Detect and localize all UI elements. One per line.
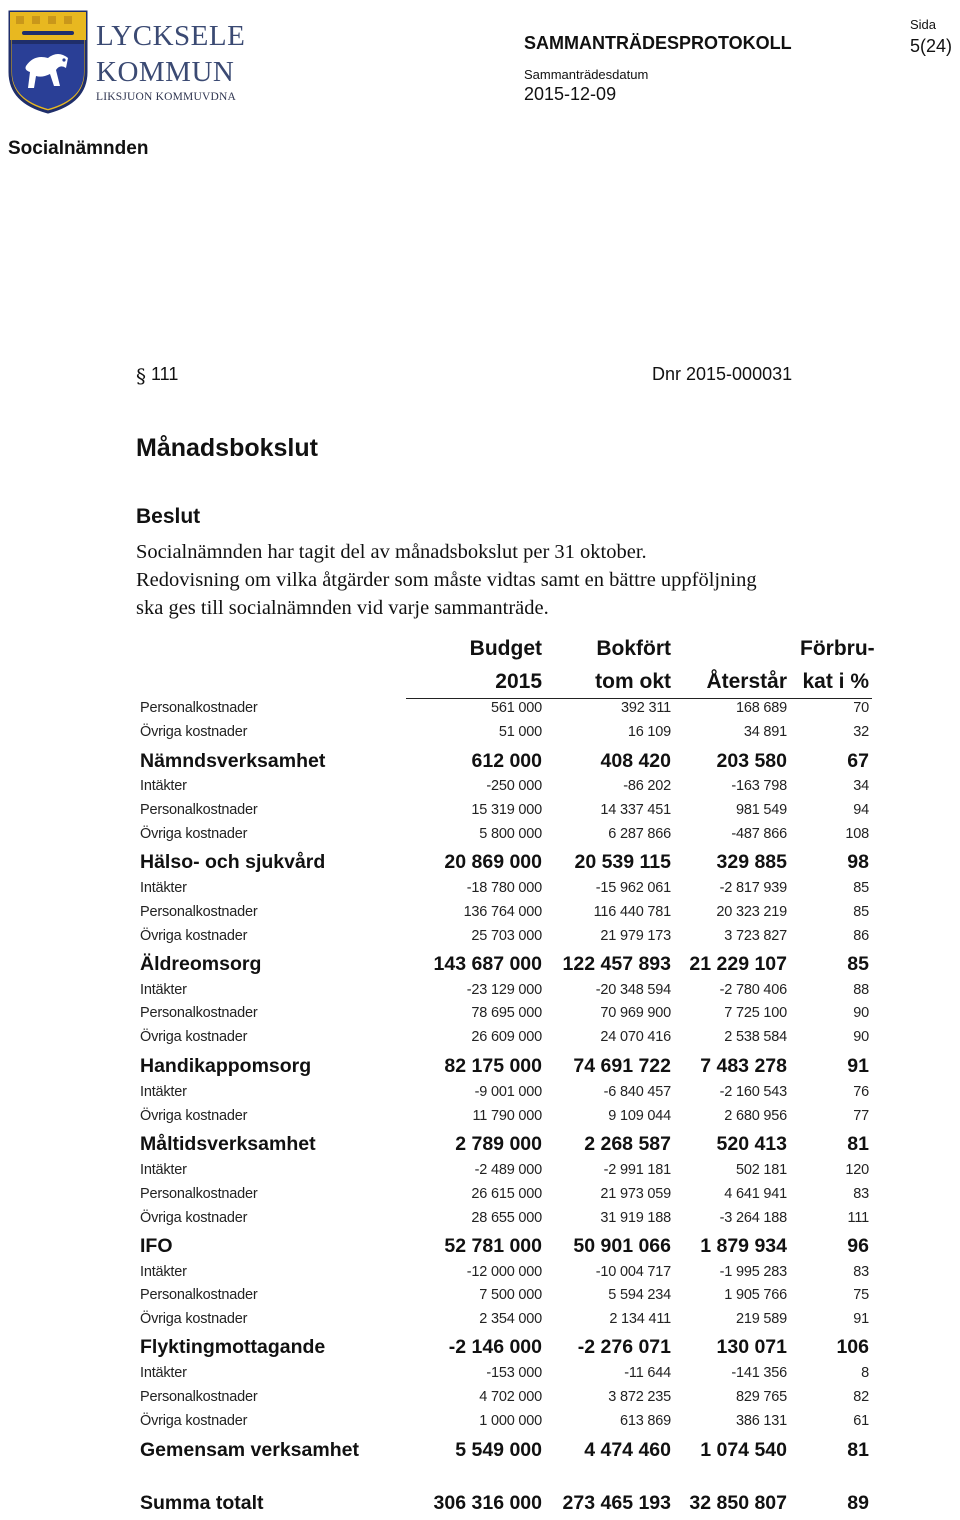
cell-bokfort: 273 465 193 xyxy=(562,1492,671,1514)
cell-budget: 20 869 000 xyxy=(444,851,542,873)
row-label: Personalkostnader xyxy=(140,1005,258,1021)
row-label: IFO xyxy=(140,1235,173,1257)
cell-budget: -23 129 000 xyxy=(466,982,542,998)
cell-budget: 15 319 000 xyxy=(471,802,542,818)
cell-budget: 143 687 000 xyxy=(433,953,542,975)
cell-percent: 75 xyxy=(853,1287,869,1303)
cell-percent: 88 xyxy=(853,982,869,998)
cell-percent: 77 xyxy=(853,1108,869,1124)
cell-aterstar: 1 074 540 xyxy=(700,1439,787,1461)
cell-percent: 90 xyxy=(853,1005,869,1021)
cell-bokfort: -6 840 457 xyxy=(603,1084,671,1100)
decision-line: ska ges till socialnämnden vid varje sammanträde. xyxy=(136,597,549,619)
cell-bokfort: 74 691 722 xyxy=(573,1055,671,1077)
cell-budget: 11 790 000 xyxy=(472,1108,542,1124)
cell-bokfort: 20 539 115 xyxy=(574,851,671,873)
cell-budget: -12 000 000 xyxy=(466,1264,542,1280)
cell-percent: 81 xyxy=(847,1439,869,1461)
cell-budget: 2 354 000 xyxy=(479,1311,542,1327)
page-label: Sida xyxy=(910,17,937,32)
row-label: Summa totalt xyxy=(140,1492,264,1514)
header-year: 2015 xyxy=(495,670,542,693)
cell-aterstar: 32 850 807 xyxy=(689,1492,787,1514)
page-title: Månadsbokslut xyxy=(136,434,318,462)
cell-bokfort: -2 991 181 xyxy=(603,1162,671,1178)
section-sign: § xyxy=(136,364,146,388)
cell-percent: 82 xyxy=(853,1389,869,1405)
row-label: Personalkostnader xyxy=(140,1287,258,1303)
cell-aterstar: 386 131 xyxy=(735,1413,787,1429)
decision-line: Socialnämnden har tagit del av månadsbokslut per 31 oktober. xyxy=(136,541,647,563)
cell-budget: -18 780 000 xyxy=(466,880,542,896)
logo-line-2: KOMMUN xyxy=(96,56,235,88)
header-aterstar: Återstår xyxy=(706,670,787,693)
row-label: Övriga kostnader xyxy=(140,826,248,842)
cell-aterstar: -487 866 xyxy=(731,826,787,842)
row-label: Gemensam verksamhet xyxy=(140,1439,359,1461)
row-label: Personalkostnader xyxy=(140,802,258,818)
cell-bokfort: -20 348 594 xyxy=(595,982,671,998)
row-label: Intäkter xyxy=(140,1084,187,1100)
header-budget: Budget xyxy=(469,637,542,660)
page-number: 5(24) xyxy=(910,36,953,56)
cell-percent: 81 xyxy=(847,1133,869,1155)
cell-percent: 32 xyxy=(853,724,869,740)
row-label: Flyktingmottagande xyxy=(140,1336,326,1358)
cell-percent: 90 xyxy=(853,1029,869,1045)
cell-aterstar: -163 798 xyxy=(731,778,787,794)
organization-name: Socialnämnden xyxy=(8,138,149,159)
row-label: Övriga kostnader xyxy=(140,1413,248,1429)
cell-aterstar: 1 879 934 xyxy=(700,1235,787,1257)
cell-percent: 111 xyxy=(847,1210,869,1226)
row-label: Hälso- och sjukvård xyxy=(140,851,326,873)
cell-aterstar: 829 765 xyxy=(735,1389,787,1405)
row-label: Intäkter xyxy=(140,1264,187,1280)
cell-aterstar: -1 995 283 xyxy=(719,1264,787,1280)
cell-percent: 70 xyxy=(853,700,869,716)
cell-budget: 4 702 000 xyxy=(479,1389,542,1405)
cell-percent: 96 xyxy=(847,1235,869,1257)
row-label: Personalkostnader xyxy=(140,1389,258,1405)
logo-line-3: LIKSJUON KOMMUVDNA xyxy=(96,91,237,103)
cell-bokfort: 16 109 xyxy=(627,724,671,740)
row-label: Övriga kostnader xyxy=(140,1311,248,1327)
cell-bokfort: 613 869 xyxy=(619,1413,671,1429)
cell-budget: 5 549 000 xyxy=(455,1439,542,1461)
cell-bokfort: 3 872 235 xyxy=(608,1389,671,1405)
cell-aterstar: 219 589 xyxy=(735,1311,787,1327)
cell-bokfort: -2 276 071 xyxy=(577,1336,671,1358)
header-forbrukat: Förbru- xyxy=(800,637,875,660)
cell-aterstar: -2 780 406 xyxy=(719,982,787,998)
cell-aterstar: 21 229 107 xyxy=(689,953,787,975)
row-label: Personalkostnader xyxy=(140,1186,258,1202)
cell-percent: 61 xyxy=(853,1413,869,1429)
cell-aterstar: 981 549 xyxy=(735,802,787,818)
cell-aterstar: 520 413 xyxy=(716,1133,787,1155)
row-label: Övriga kostnader xyxy=(140,1210,248,1226)
row-label: Övriga kostnader xyxy=(140,724,248,740)
cell-bokfort: 21 979 173 xyxy=(600,928,671,944)
cell-bokfort: 21 973 059 xyxy=(600,1186,671,1202)
cell-budget: 136 764 000 xyxy=(463,904,542,920)
cell-aterstar: 7 725 100 xyxy=(724,1005,787,1021)
cell-percent: 85 xyxy=(847,953,869,975)
cell-bokfort: -86 202 xyxy=(623,778,671,794)
cell-budget: 1 000 000 xyxy=(479,1413,542,1429)
cell-bokfort: 2 268 587 xyxy=(584,1133,671,1155)
cell-budget: 612 000 xyxy=(471,750,542,772)
header-percent: kat i % xyxy=(802,670,869,693)
cell-bokfort: 31 919 188 xyxy=(600,1210,671,1226)
cell-percent: 91 xyxy=(847,1055,869,1077)
cell-percent: 120 xyxy=(845,1162,869,1178)
cell-bokfort: -15 962 061 xyxy=(595,880,671,896)
row-label: Måltidsverksamhet xyxy=(140,1133,316,1155)
cell-budget: -9 001 000 xyxy=(474,1084,542,1100)
cell-aterstar: 3 723 827 xyxy=(724,928,787,944)
cell-bokfort: 6 287 866 xyxy=(608,826,671,842)
cell-percent: 94 xyxy=(853,802,869,818)
cell-bokfort: -10 004 717 xyxy=(595,1264,671,1280)
cell-aterstar: 130 071 xyxy=(716,1336,787,1358)
row-label: Personalkostnader xyxy=(140,904,258,920)
cell-budget: -250 000 xyxy=(486,778,542,794)
cell-budget: -2 489 000 xyxy=(474,1162,542,1178)
cell-aterstar: 2 538 584 xyxy=(724,1029,787,1045)
cell-budget: -2 146 000 xyxy=(448,1336,542,1358)
cell-budget: 51 000 xyxy=(498,724,542,740)
cell-aterstar: 20 323 219 xyxy=(716,904,787,920)
cell-bokfort: 4 474 460 xyxy=(584,1439,671,1461)
row-label: Personalkostnader xyxy=(140,700,258,716)
cell-bokfort: 9 109 044 xyxy=(608,1108,671,1124)
decision-heading: Beslut xyxy=(136,505,201,528)
lycksele-coat-of-arms-icon xyxy=(8,6,88,114)
cell-bokfort: 408 420 xyxy=(600,750,671,772)
cell-percent: 86 xyxy=(853,928,869,944)
decision-line: Redovisning om vilka åtgärder som måste vidtas samt en bättre uppföljning xyxy=(136,569,757,591)
cell-percent: 34 xyxy=(853,778,869,794)
cell-aterstar: 329 885 xyxy=(716,851,787,873)
cell-budget: 5 800 000 xyxy=(479,826,542,842)
cell-percent: 108 xyxy=(845,826,869,842)
row-label: Intäkter xyxy=(140,778,187,794)
meeting-date: 2015-12-09 xyxy=(524,84,617,104)
diary-number: Dnr 2015-000031 xyxy=(652,364,793,384)
cell-bokfort: 5 594 234 xyxy=(608,1287,671,1303)
row-label: Övriga kostnader xyxy=(140,1029,248,1045)
cell-percent: 85 xyxy=(853,904,869,920)
row-label: Intäkter xyxy=(140,982,187,998)
cell-bokfort: 392 311 xyxy=(621,700,671,716)
cell-aterstar: 1 905 766 xyxy=(724,1287,787,1303)
header-divider xyxy=(406,698,872,699)
row-label: Äldreomsorg xyxy=(140,953,262,975)
cell-budget: 28 655 000 xyxy=(471,1210,542,1226)
cell-budget: 2 789 000 xyxy=(455,1133,542,1155)
cell-aterstar: 34 891 xyxy=(743,724,787,740)
decision-text xyxy=(136,538,896,622)
row-label: Intäkter xyxy=(140,1162,187,1178)
cell-aterstar: -2 817 939 xyxy=(719,880,787,896)
cell-aterstar: 4 641 941 xyxy=(724,1186,787,1202)
cell-budget: 561 000 xyxy=(490,700,542,716)
cell-budget: 78 695 000 xyxy=(471,1005,542,1021)
logo-line-1: LYCKSELE xyxy=(96,20,246,52)
cell-percent: 76 xyxy=(853,1084,869,1100)
cell-percent: 91 xyxy=(853,1311,869,1327)
cell-bokfort: 14 337 451 xyxy=(600,802,671,818)
cell-aterstar: -141 356 xyxy=(731,1365,787,1381)
cell-bokfort: 116 440 781 xyxy=(593,904,671,920)
row-label: Intäkter xyxy=(140,880,187,896)
cell-budget: 52 781 000 xyxy=(444,1235,542,1257)
cell-aterstar: -2 160 543 xyxy=(719,1084,787,1100)
cell-aterstar: 203 580 xyxy=(716,750,787,772)
cell-budget: 306 316 000 xyxy=(433,1492,542,1514)
cell-aterstar: -3 264 188 xyxy=(719,1210,787,1226)
header-tom-okt: tom okt xyxy=(595,670,671,693)
cell-percent: 83 xyxy=(853,1264,869,1280)
cell-percent: 106 xyxy=(836,1336,869,1358)
cell-aterstar: 168 689 xyxy=(735,700,787,716)
cell-aterstar: 2 680 956 xyxy=(724,1108,787,1124)
row-label: Intäkter xyxy=(140,1365,187,1381)
cell-budget: 7 500 000 xyxy=(479,1287,542,1303)
cell-aterstar: 502 181 xyxy=(735,1162,787,1178)
cell-budget: 26 615 000 xyxy=(471,1186,542,1202)
cell-percent: 89 xyxy=(847,1492,869,1514)
row-label: Övriga kostnader xyxy=(140,928,248,944)
cell-bokfort: 50 901 066 xyxy=(573,1235,671,1257)
cell-budget: 25 703 000 xyxy=(471,928,542,944)
header-bokfort: Bokfört xyxy=(596,637,671,660)
cell-percent: 67 xyxy=(847,750,869,772)
cell-bokfort: 122 457 893 xyxy=(562,953,671,975)
cell-percent: 83 xyxy=(853,1186,869,1202)
cell-budget: -153 000 xyxy=(486,1365,542,1381)
row-label: Övriga kostnader xyxy=(140,1108,248,1124)
cell-bokfort: -11 644 xyxy=(624,1365,671,1381)
cell-aterstar: 7 483 278 xyxy=(700,1055,787,1077)
cell-bokfort: 2 134 411 xyxy=(609,1311,671,1327)
meeting-date-label: Sammanträdesdatum xyxy=(524,67,649,82)
row-label: Handikappomsorg xyxy=(140,1055,312,1077)
cell-percent: 98 xyxy=(847,851,869,873)
cell-budget: 82 175 000 xyxy=(444,1055,542,1077)
paragraph-number: 111 xyxy=(151,364,179,384)
document-title: SAMMANTRÄDESPROTOKOLL xyxy=(524,33,792,53)
cell-bokfort: 24 070 416 xyxy=(600,1029,671,1045)
cell-percent: 85 xyxy=(853,880,869,896)
row-label: Nämndsverksamhet xyxy=(140,750,326,772)
cell-percent: 8 xyxy=(861,1365,869,1381)
cell-budget: 26 609 000 xyxy=(471,1029,542,1045)
cell-bokfort: 70 969 900 xyxy=(600,1005,671,1021)
